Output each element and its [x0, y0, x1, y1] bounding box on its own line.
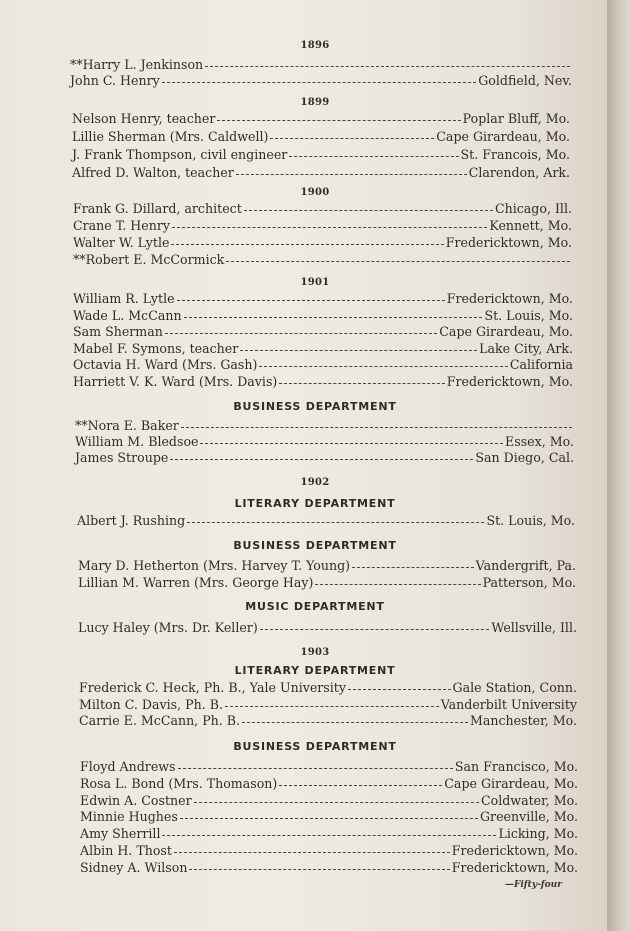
year-heading: 1900: [300, 187, 330, 198]
alumni-entry: [78, 558, 576, 573]
alumni-name: Minnie Hughes: [80, 809, 178, 825]
alumni-entry: [79, 713, 577, 728]
alumni-name: Amy Sherrill: [80, 826, 161, 842]
department-heading: BUSINESS DEPARTMENT: [233, 740, 397, 753]
alumni-name: Frank G. Dillard, architect: [73, 201, 242, 216]
alumni-name: Lucy Haley (Mrs. Dr. Keller): [78, 620, 258, 635]
year-heading: 1896: [300, 40, 330, 51]
alumni-name: Milton C. Davis, Ph. B.: [79, 696, 223, 712]
dot-leader: [200, 443, 503, 444]
alumni-location: Fredericktown, Mo.: [446, 291, 573, 306]
dot-leader: [189, 869, 449, 870]
alumni-entry: [73, 218, 572, 233]
dot-leader: [279, 383, 444, 384]
alumni-name: Edwin A. Costner: [80, 792, 192, 808]
dot-leader: [181, 427, 572, 428]
year-heading: 1901: [300, 277, 330, 288]
alumni-entry: [72, 111, 570, 126]
dot-leader: [170, 459, 473, 460]
alumni-entry: [73, 252, 572, 267]
alumni-location: Vandergrift, Pa.: [475, 558, 576, 573]
alumni-location: Vanderbilt University: [440, 696, 577, 712]
year-heading: 1903: [300, 647, 330, 658]
alumni-name: Octavia H. Ward (Mrs. Gash): [73, 357, 258, 373]
alumni-location: Chicago, Ill.: [494, 201, 572, 216]
dot-leader: [165, 333, 437, 334]
dot-leader: [315, 584, 480, 585]
alumni-entry: [73, 291, 573, 306]
alumni-entry: [80, 809, 578, 824]
dot-leader: [270, 138, 434, 139]
year-heading: 1902: [300, 477, 330, 488]
alumni-entry: [78, 575, 576, 590]
dot-leader: [352, 567, 474, 568]
alumni-location: Gale Station, Conn.: [452, 680, 577, 695]
dot-leader: [184, 317, 483, 318]
year-heading: 1899: [300, 97, 330, 108]
alumni-name: James Stroupe: [75, 450, 169, 465]
alumni-location: Greenville, Mo.: [479, 809, 578, 825]
page-edge-shadow: [607, 0, 631, 931]
dot-leader: [162, 835, 496, 836]
alumni-name: Carrie E. McCann, Ph. B.: [79, 713, 241, 728]
dot-leader: [225, 706, 439, 707]
alumni-name: Floyd Andrews: [80, 759, 176, 774]
alumni-location: Coldwater, Mo.: [480, 792, 578, 808]
dot-leader: [171, 244, 443, 245]
alumni-name: Albin H. Thost: [80, 843, 172, 858]
alumni-location: Cape Girardeau, Mo.: [436, 129, 570, 144]
alumni-name: Alfred D. Walton, teacher: [72, 165, 234, 180]
alumni-entry: [80, 843, 578, 858]
alumni-entry: [73, 201, 572, 216]
alumni-entry: [78, 620, 577, 635]
alumni-entry: [79, 697, 577, 712]
alumni-entry: [73, 357, 573, 372]
alumni-location: St. Louis, Mo.: [486, 513, 575, 528]
dot-leader: [259, 366, 507, 367]
alumni-location: Fredericktown, Mo.: [445, 235, 572, 250]
alumni-name: **Nora E. Baker: [75, 418, 179, 433]
alumni-name: Albert J. Rushing: [77, 513, 186, 528]
dot-leader: [217, 120, 460, 121]
alumni-entry: [75, 434, 574, 449]
alumni-entry: [70, 57, 572, 72]
alumni-location: Goldfield, Nev.: [478, 73, 572, 88]
alumni-location: Lake City, Ark.: [479, 340, 573, 356]
alumni-location: Essex, Mo.: [505, 434, 574, 449]
alumni-entry: [72, 147, 570, 162]
dot-leader: [348, 689, 451, 690]
dot-leader: [162, 82, 476, 83]
alumni-entry: [80, 793, 578, 808]
department-heading: BUSINESS DEPARTMENT: [233, 539, 397, 552]
dot-leader: [205, 66, 570, 67]
alumni-location: Cape Girardeau, Mo.: [439, 324, 573, 340]
alumni-entry: [73, 235, 572, 250]
alumni-name: Sidney A. Wilson: [80, 859, 188, 875]
alumni-location: Fredericktown, Mo.: [451, 859, 578, 875]
alumni-name: Walter W. Lytle: [73, 235, 170, 250]
alumni-location: Manchester, Mo.: [469, 713, 577, 728]
alumni-entry: [80, 759, 578, 774]
alumni-entry: [73, 308, 573, 323]
alumni-name: Crane T. Henry: [73, 218, 170, 233]
alumni-entry: [72, 129, 570, 144]
alumni-location: Clarendon, Ark.: [468, 165, 570, 180]
dot-leader: [242, 722, 468, 723]
alumni-location: St. Francois, Mo.: [460, 147, 570, 162]
dot-leader: [172, 227, 487, 228]
alumni-name: **Harry L. Jenkinson: [70, 57, 204, 72]
alumni-location: San Diego, Cal.: [475, 450, 574, 465]
alumni-location: California: [509, 357, 573, 373]
dot-leader: [260, 629, 490, 630]
alumni-entry: [77, 513, 575, 528]
alumni-entry: [73, 374, 573, 389]
alumni-location: Patterson, Mo.: [482, 575, 576, 590]
dot-leader: [177, 300, 445, 301]
dot-leader: [226, 261, 570, 262]
alumni-name: Frederick C. Heck, Ph. B., Yale University: [79, 680, 346, 695]
alumni-entry: [70, 73, 572, 88]
dot-leader: [174, 852, 450, 853]
alumni-name: Rosa L. Bond (Mrs. Thomason): [80, 775, 278, 791]
alumni-name: Nelson Henry, teacher: [72, 111, 216, 126]
alumni-location: Fredericktown, Mo.: [446, 374, 573, 389]
dot-leader: [194, 802, 479, 803]
alumni-entry: [75, 418, 574, 433]
alumni-entry: [80, 860, 578, 875]
dot-leader: [180, 818, 478, 819]
alumni-entry: [73, 324, 573, 339]
alumni-name: William M. Bledsoe: [75, 434, 199, 449]
alumni-location: San Francisco, Mo.: [454, 759, 578, 774]
dot-leader: [289, 156, 458, 157]
alumni-entry: [72, 165, 570, 180]
department-heading: LITERARY DEPARTMENT: [234, 664, 396, 677]
dot-leader: [178, 768, 453, 769]
alumni-name: John C. Henry: [70, 73, 160, 88]
alumni-entry: [80, 776, 578, 791]
alumni-entry: [79, 680, 577, 695]
alumni-name: J. Frank Thompson, civil engineer: [72, 147, 288, 162]
dot-leader: [187, 522, 484, 523]
alumni-location: Fredericktown, Mo.: [451, 843, 578, 858]
department-heading: LITERARY DEPARTMENT: [234, 497, 396, 510]
alumni-name: Lillie Sherman (Mrs. Caldwell): [72, 129, 269, 144]
alumni-name: **Robert E. McCormick: [73, 252, 225, 267]
alumni-location: Kennett, Mo.: [489, 218, 572, 233]
alumni-name: Lillian M. Warren (Mrs. George Hay): [78, 575, 314, 590]
alumni-name: Wade L. McCann: [73, 307, 182, 323]
alumni-location: Licking, Mo.: [498, 826, 578, 842]
alumni-location: Poplar Bluff, Mo.: [462, 111, 570, 126]
alumni-location: Wellsville, Ill.: [491, 620, 577, 635]
dot-leader: [240, 350, 477, 351]
alumni-entry: [73, 341, 573, 356]
alumni-entry: [75, 450, 574, 465]
alumni-location: Cape Girardeau, Mo.: [444, 775, 578, 791]
alumni-name: Harriett V. K. Ward (Mrs. Davis): [73, 374, 278, 389]
alumni-location: St. Louis, Mo.: [484, 307, 573, 323]
department-heading: BUSINESS DEPARTMENT: [233, 400, 397, 413]
alumni-name: William R. Lytle: [73, 291, 175, 306]
alumni-entry: [80, 826, 578, 841]
alumni-name: Mabel F. Symons, teacher: [73, 340, 239, 356]
alumni-name: Sam Sherman: [73, 324, 163, 340]
department-heading: MUSIC DEPARTMENT: [245, 600, 385, 613]
page-number: —Fifty-four: [505, 880, 562, 890]
dot-leader: [244, 210, 493, 211]
dot-leader: [236, 174, 467, 175]
alumni-name: Mary D. Hetherton (Mrs. Harvey T. Young): [78, 558, 351, 573]
dot-leader: [279, 785, 442, 786]
